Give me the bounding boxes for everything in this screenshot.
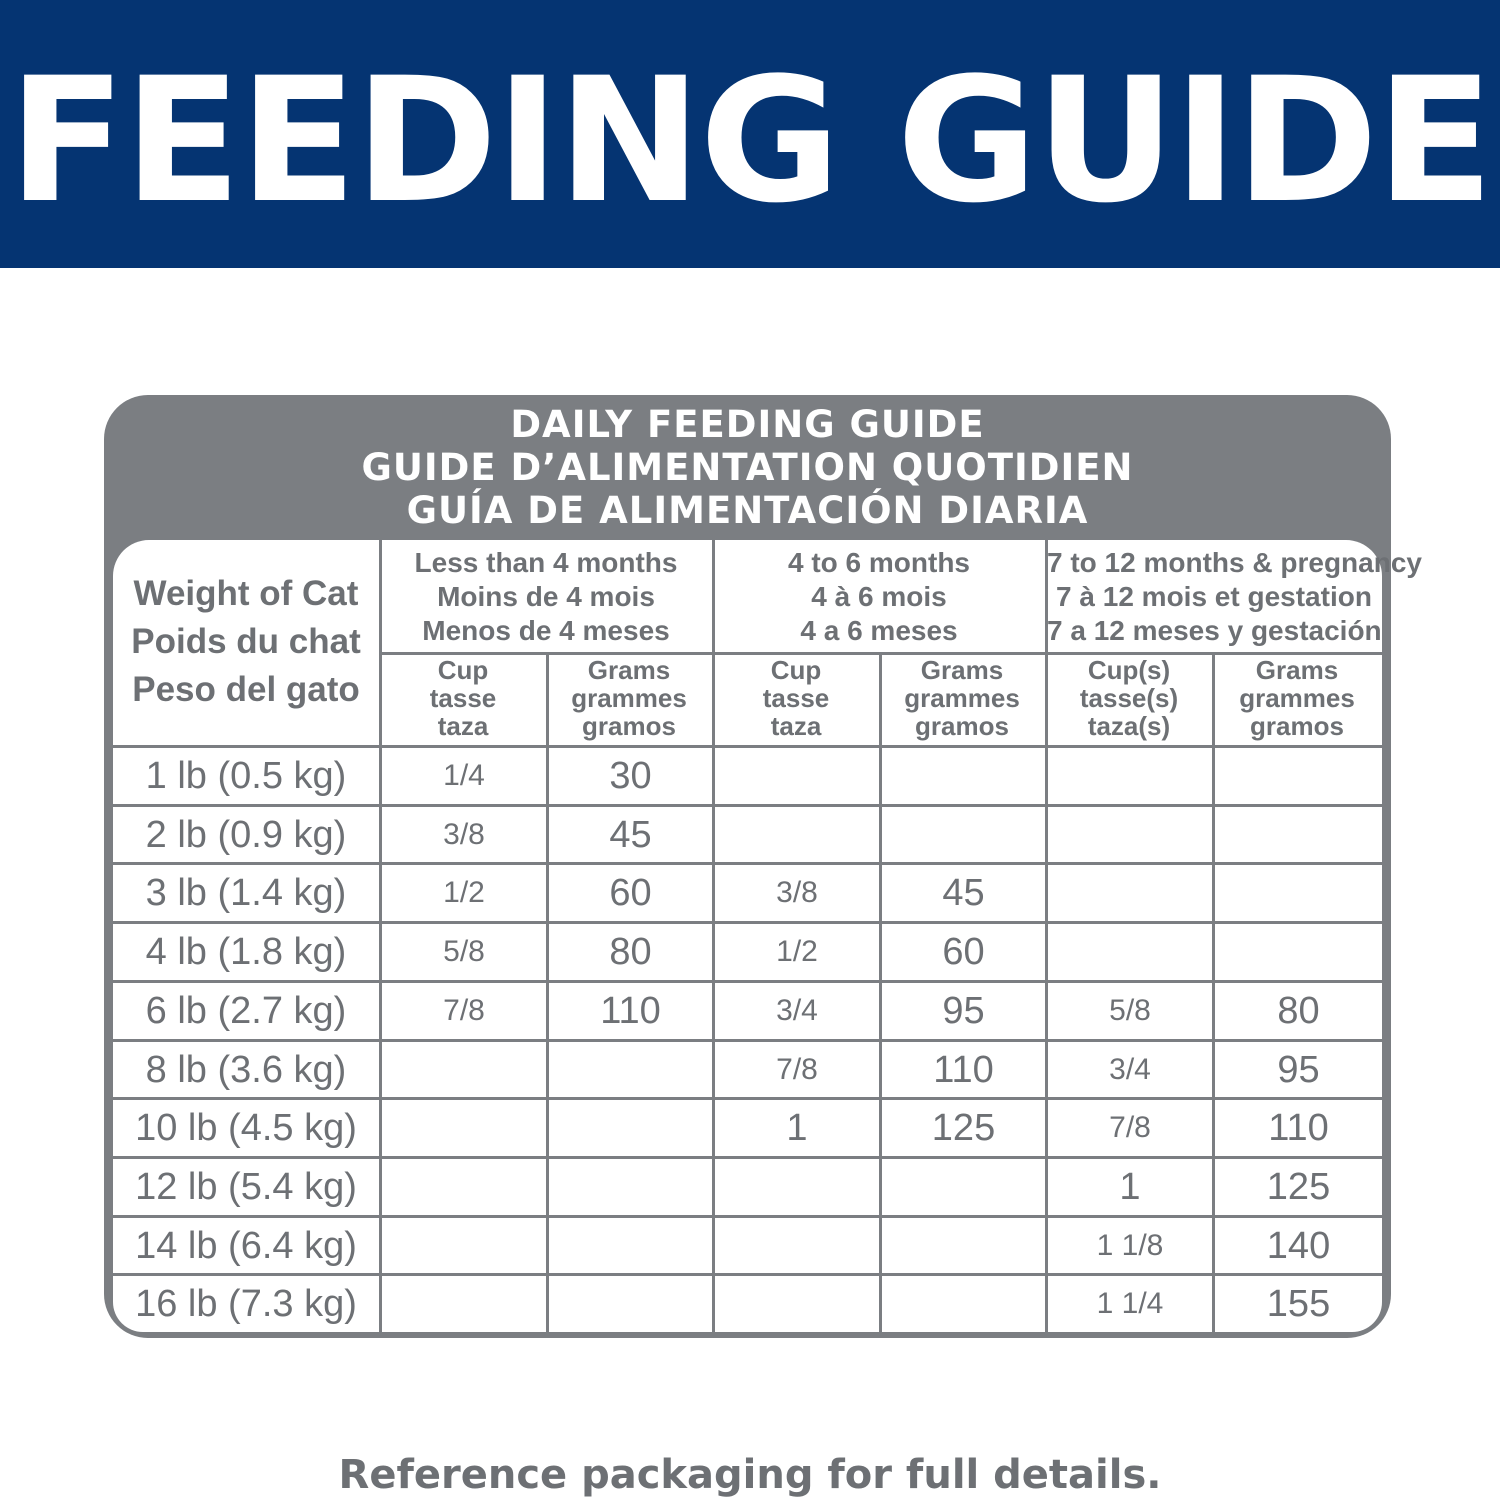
guide-heading-es: GUÍA DE ALIMENTACIÓN DIARIA [406, 489, 1089, 532]
cup-header-2-es: taza [770, 711, 822, 741]
cup-cell [382, 1100, 546, 1156]
cup-cell [382, 1276, 546, 1332]
grams-header-2-es: gramos [915, 711, 1009, 741]
cup-cell [1048, 748, 1212, 804]
cup-cell [715, 1276, 879, 1332]
cup-cell: 3/8 [443, 817, 485, 851]
cup-header-2 [714, 656, 878, 740]
grams-header-2-fr: grammes [904, 683, 1020, 713]
age-group-header-2 [714, 546, 1044, 648]
cup-header-3-es: taza(s) [1087, 711, 1171, 741]
cup-cell [382, 1159, 546, 1215]
age-group-3-es: 7 a 12 meses y gestación [1047, 615, 1382, 646]
feeding-table [113, 540, 1422, 1332]
cup-cell [715, 748, 879, 804]
grams-cell [882, 1276, 1045, 1332]
cup-cell: 7/8 [1109, 1111, 1151, 1145]
weight-cell: 14 lb (6.4 kg) [135, 1224, 357, 1267]
cup-header-3 [1047, 656, 1211, 740]
grams-header-3 [1213, 656, 1381, 740]
cup-cell: 1/2 [776, 935, 818, 969]
grams-cell [1215, 807, 1382, 863]
cup-header-2-en: Cup [770, 655, 822, 685]
grams-cell: 30 [609, 755, 652, 797]
cup-cell [1048, 865, 1212, 921]
grams-cell: 60 [942, 931, 985, 974]
cup-header-2-fr: tasse [762, 683, 830, 713]
age-group-header-1 [381, 546, 711, 648]
guide-heading-en: DAILY FEEDING GUIDE [510, 403, 985, 446]
age-group-header-3 [1047, 546, 1422, 648]
grams-cell [882, 807, 1045, 863]
cup-cell: 7/8 [443, 993, 485, 1027]
grams-cell [1215, 924, 1382, 980]
grams-cell: 80 [609, 931, 652, 974]
cup-cell [715, 807, 879, 863]
grams-header-3-en: Grams [1255, 655, 1339, 685]
cup-cell: 1 1/4 [1096, 1287, 1164, 1321]
grams-cell [549, 1100, 712, 1156]
weight-column-header [113, 570, 379, 714]
grams-cell: 110 [933, 1048, 994, 1091]
cup-cell: 5/8 [443, 935, 485, 969]
weight-cell: 2 lb (0.9 kg) [145, 813, 347, 856]
grams-header-2 [880, 656, 1044, 740]
row-divider [379, 652, 1382, 655]
grams-header-1 [547, 656, 711, 740]
weight-header-fr: Poids du chat [131, 622, 361, 661]
cup-cell: 1/4 [443, 759, 485, 792]
grams-cell: 125 [931, 1107, 996, 1150]
grams-cell: 60 [609, 872, 652, 915]
weight-cell: 10 lb (4.5 kg) [135, 1107, 357, 1150]
grams-header-2-en: Grams [920, 655, 1004, 685]
grams-cell: 140 [1266, 1224, 1331, 1267]
grams-cell [1215, 865, 1382, 921]
grams-cell [549, 1159, 712, 1215]
cup-header-3-en: Cup(s) [1087, 655, 1171, 685]
cup-cell: 1 [786, 1107, 808, 1150]
grams-header-1-en: Grams [587, 655, 671, 685]
age-group-1-es: Menos de 4 meses [422, 615, 670, 646]
weight-header-en: Weight of Cat [133, 574, 359, 613]
cup-header-1 [381, 656, 545, 740]
weight-cell: 12 lb (5.4 kg) [135, 1165, 357, 1208]
cup-cell: 1 [1119, 1165, 1141, 1208]
age-group-1-en: Less than 4 months [414, 547, 678, 578]
cup-cell: 1 1/8 [1096, 1228, 1164, 1262]
weight-cell: 1 lb (0.5 kg) [145, 755, 347, 797]
grams-cell: 80 [1277, 989, 1320, 1032]
guide-heading-fr: GUIDE D’ALIMENTATION QUOTIDIEN [361, 446, 1134, 489]
grams-cell: 110 [600, 989, 661, 1032]
weight-cell: 8 lb (3.6 kg) [145, 1048, 347, 1091]
grams-cell [549, 1042, 712, 1098]
weight-cell: 6 lb (2.7 kg) [145, 989, 347, 1032]
header-banner [0, 0, 1500, 268]
grams-cell [882, 748, 1045, 804]
cup-header-1-es: taza [437, 711, 489, 741]
cup-cell [382, 1218, 546, 1274]
age-group-2-es: 4 a 6 meses [800, 615, 958, 646]
grams-cell: 155 [1266, 1283, 1331, 1326]
grams-header-3-es: gramos [1250, 711, 1344, 741]
age-group-2-en: 4 to 6 months [787, 547, 970, 578]
footer-note: Reference packaging for full details. [338, 1452, 1162, 1498]
cup-header-1-fr: tasse [429, 683, 497, 713]
age-group-3-fr: 7 à 12 mois et gestation [1056, 581, 1372, 612]
cup-cell: 3/4 [776, 993, 818, 1027]
grams-cell: 110 [1268, 1107, 1329, 1150]
grams-cell: 125 [1266, 1165, 1331, 1208]
grams-cell [882, 1159, 1045, 1215]
grams-header-3-fr: grammes [1239, 683, 1355, 713]
grams-cell: 45 [609, 813, 652, 856]
grams-header-1-es: gramos [582, 711, 676, 741]
cup-cell: 3/4 [1109, 1052, 1151, 1086]
age-group-1-fr: Moins de 4 mois [437, 581, 655, 612]
weight-header-es: Peso del gato [132, 670, 360, 709]
grams-cell: 95 [1277, 1048, 1320, 1091]
age-group-3-en: 7 to 12 months & pregnancy [1047, 547, 1422, 578]
grams-cell: 95 [942, 989, 985, 1032]
grams-cell [549, 1276, 712, 1332]
grams-cell [882, 1218, 1045, 1274]
weight-cell: 16 lb (7.3 kg) [135, 1283, 357, 1326]
cup-header-3-fr: tasse(s) [1079, 683, 1179, 713]
cup-cell [715, 1218, 879, 1274]
cup-cell [715, 1159, 879, 1215]
cup-cell [1048, 924, 1212, 980]
guide-heading [104, 403, 1391, 532]
page-title: FEEDING GUIDE [8, 40, 1492, 241]
cup-cell: 1/2 [443, 876, 485, 910]
weight-cell: 3 lb (1.4 kg) [145, 872, 347, 915]
grams-cell: 45 [942, 872, 985, 915]
grams-cell [1215, 748, 1382, 804]
cup-cell [382, 1042, 546, 1098]
cup-cell: 3/8 [776, 876, 818, 910]
weight-cell: 4 lb (1.8 kg) [145, 931, 347, 974]
cup-header-1-en: Cup [437, 655, 489, 685]
grams-cell [549, 1218, 712, 1274]
cup-cell [1048, 807, 1212, 863]
grams-header-1-fr: grammes [571, 683, 687, 713]
age-group-2-fr: 4 à 6 mois [811, 581, 947, 612]
cup-cell: 7/8 [776, 1052, 818, 1086]
cup-cell: 5/8 [1109, 993, 1151, 1027]
